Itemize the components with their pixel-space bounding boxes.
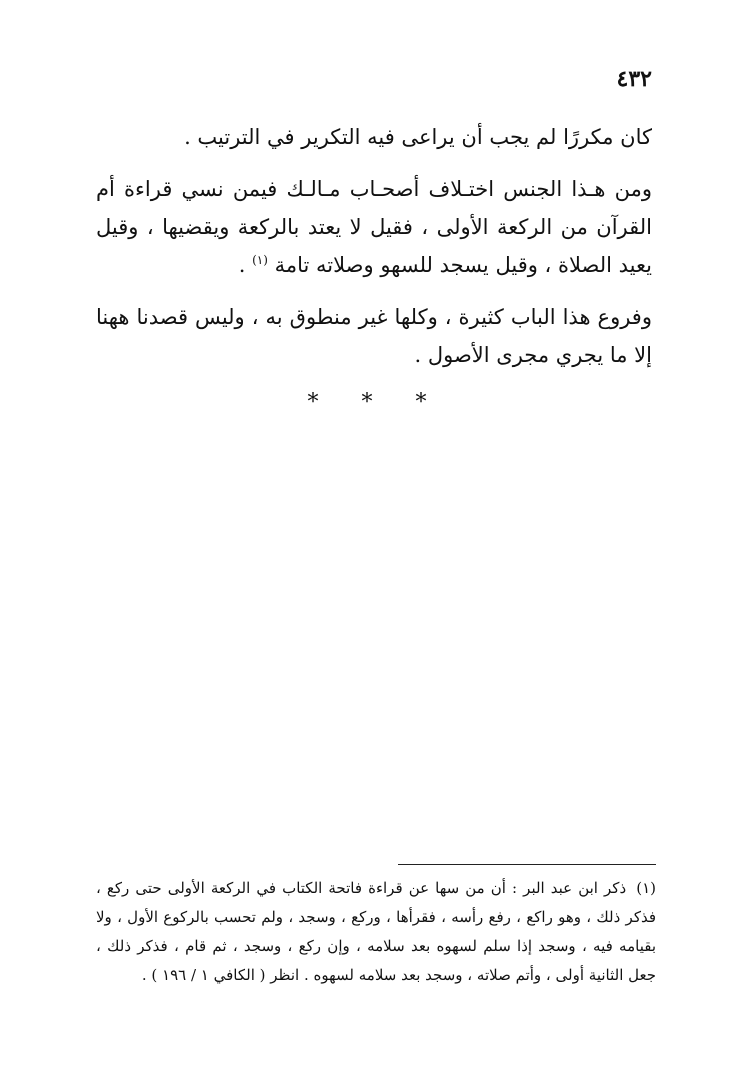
paragraph-1 [96,118,652,156]
paragraph-1-text: كان مكررًا لم يجب أن يراعى فيه التكرير في الترتيب . [184,125,652,149]
footnote-reference[interactable]: (١) [252,253,268,267]
footnote-divider [398,864,656,865]
paragraph-2 [96,170,652,284]
footnotes-section [96,874,656,990]
paragraph-2-text: ومن هـذا الجنس اختـلاف أصحـاب مـالـك فيمن نسي قراءة أم القرآن من الركعة الأولى ، فقيل لا يعتد بالركعة ويقضيها ، وقيل يعيد الصلاة ، وقيل يسجد للسهو وصلاته تامة [96,177,652,277]
paragraph-3-text: وفروع هذا الباب كثيرة ، وكلها غير منطوق به ، وليس قصدنا ههنا إلا ما يجري مجرى الأصول . [96,305,652,367]
section-separator: * * * [307,390,445,415]
page-number: ٤٣٢ [616,66,652,92]
footnote-number: (١) [636,879,656,897]
paragraph-3 [96,298,652,374]
main-text [96,118,652,388]
paragraph-2-tail: . [238,253,253,277]
footnote-text: ذكر ابن عبد البر : أن من سها عن قراءة فاتحة الكتاب في الركعة الأولى حتى ركع ، فذكر ذلك ، وهو راكع ، رفع رأسه ، فقرأها ، وركع ، وسجد ، ولم تحسب بالركوع الأول ، ولا بقيامه فيه ، وسجد إذا سلم لسهوه بعد سلامه ، وإن ركع ، وسجد ، ثم قام ، فذكر ذلك ، جعل الثانية أولى ، وأتم صلاته ، وسجد بعد سلامه لسهوه . انظر ( الكافي ١ / ١٩٦ ) . [96,879,656,984]
footnote-1 [96,874,656,990]
